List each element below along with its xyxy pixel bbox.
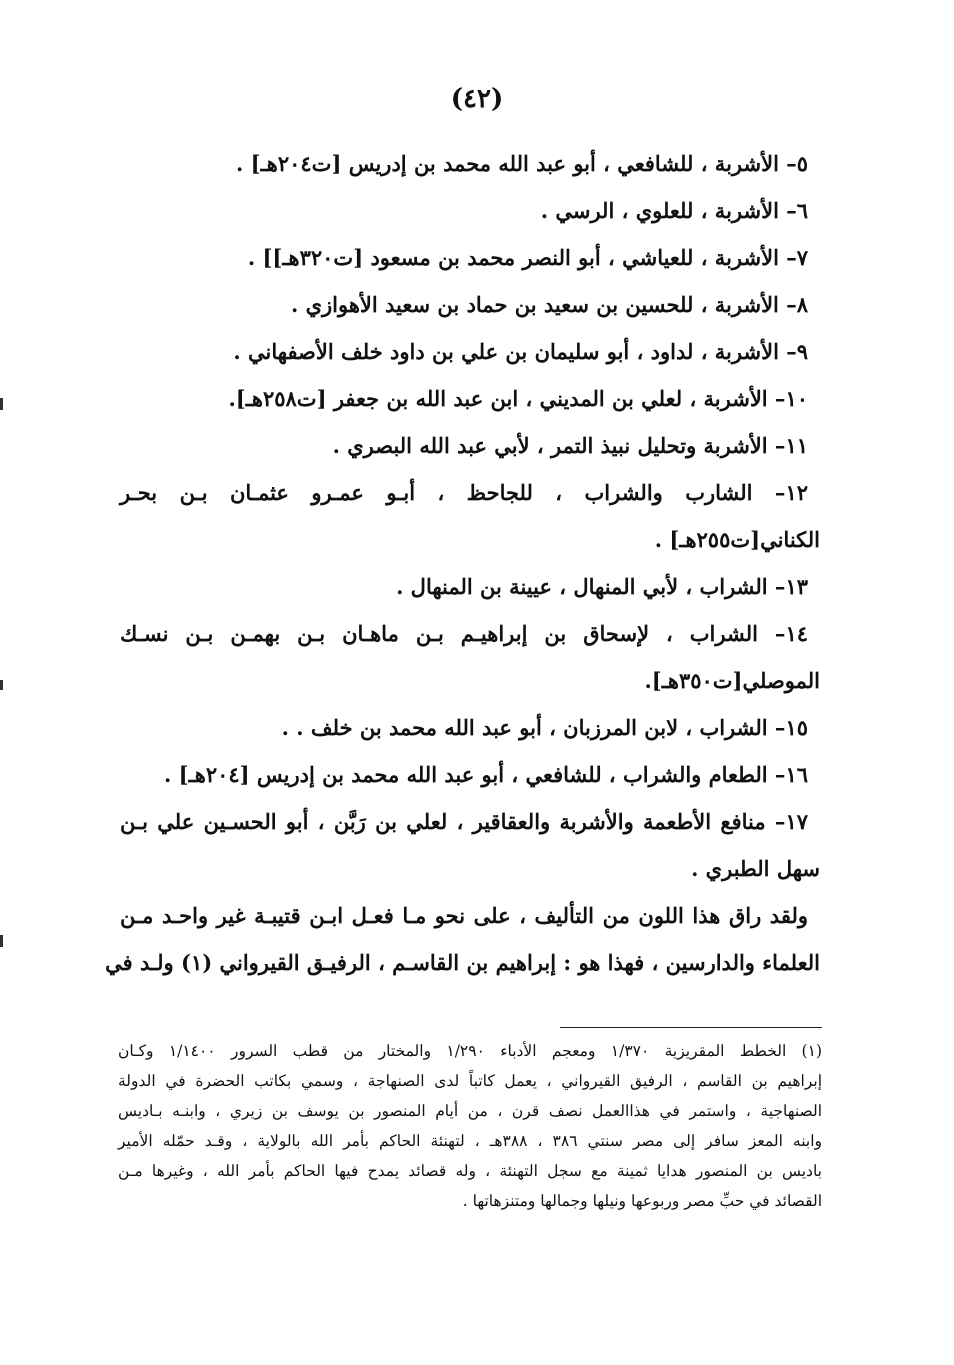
footnote-line: القصائد في حبِّ مصر وربوعها ونيلها وجمالها ومتنزهاتها . [462,1192,822,1210]
scan-edge-mark [0,935,3,947]
list-item: ١٥– الشراب ، لابن المرزبان ، أبو عبد الله محمد بن خلف . . [281,715,808,740]
list-item-continuation: سهل الطبري . [691,856,820,881]
footnote-line: إبراهيم بن القاسم ، الرفيق القيرواني ، يعمل كاتباً لدى الصنهاجة ، وسمي بكاتب الحضرة في الدولة [118,1072,822,1090]
list-item: ١٤– الشراب ، لإسحاق بن إبراهيـم بـن ماهـان بـن بهمـن بـن نسـك [120,621,808,646]
list-item: ٨– الأشربة ، للحسين بن سعيد بن حماد بن سعيد الأهوازي . [290,292,808,317]
scan-edge-mark [0,680,3,690]
page-number: (٤٢) [450,84,504,114]
paragraph-line: العلماء والدارسين ، فهذا هو : إبراهيم بن القاسـم ، الرفيـق القيرواني (١) ولـد في [105,950,820,975]
list-item: ٩– الأشربة ، لداود ، أبو سليمان بن علي بن داود خلف الأصفهاني . [233,339,808,364]
list-item-continuation: الكناني[ت٢٥٥هـ] . [654,527,820,552]
footnote-line: وابنه المعز سافر إلى مصر سنتي ٣٨٦ ، ٣٨٨هـ ، لتهنئة الحاكم بأمر الله بالولاية ، وقـد حمّله الأمير [118,1132,822,1150]
footnote-line: باديس بن المنصور هدايا ثمينة مع سجل التهنئة ، وله قصائد يمدح فيها الحاكم بأمر الله ، وغيرها مـن [118,1162,822,1180]
footnote-line: الصنهاجية ، واستمر في هذاالعمل نصف قرن ، من أيام المنصور بن يوسف بن زيري ، وابنـه بـاديس [118,1102,822,1120]
list-item: ١٦– الطعام والشراب ، للشافعي ، أبو عبد الله محمد بن إدريس [٢٠٤هـ] . [164,762,808,787]
list-item: ١٠– الأشربة ، لعلي بن المديني ، ابن عبد الله بن جعفر [ت٢٥٨هـ]. [228,386,808,411]
list-item: ٧– الأشربة ، للعياشي ، أبو النصر محمد بن مسعود [ت٣٢٠هـ]] . [247,245,808,270]
list-item: ١٢– الشارب والشراب ، للجاحظ ، أبـو عمـرو عثمـان بـن بحـر [120,480,808,505]
list-item: ١٣– الشراب ، لأبي المنهال ، عيينة بن المنهال . [396,574,808,599]
footnotes [118,1036,822,1216]
list-item-continuation: الموصلي[ت٣٥٠هـ]. [644,668,820,693]
scan-edge-mark [0,398,3,410]
list-item: ٥– الأشربة ، للشافعي ، أبو عبد الله محمد بن إدريس [ت٢٠٤هـ] . [236,151,808,176]
footnote-divider [560,1027,822,1028]
main-text [105,140,820,986]
footnote-line: (١) الخطط المقريزية ١/٣٧٠ ومعجم الأدباء ١/٢٩٠ والمختار من قطب السرور ١/١٤٠٠ وكـان [118,1042,822,1060]
list-item: ١١– الأشربة وتحليل نبيذ التمر ، لأبي عبد الله البصري . [332,433,808,458]
list-item: ٦– الأشربة ، للعلوي ، الرسي . [540,198,808,223]
list-item: ١٧– منافع الأطعمة والأشربة والعقاقير ، لعلي بن رَبَّن ، أبو الحسـين علي بـن [120,809,808,834]
paragraph-line: ولقد راق هذا اللون من التأليف ، على نحو مـا فعـل ابـن قتيبـة غير واحـد مـن [120,903,808,928]
